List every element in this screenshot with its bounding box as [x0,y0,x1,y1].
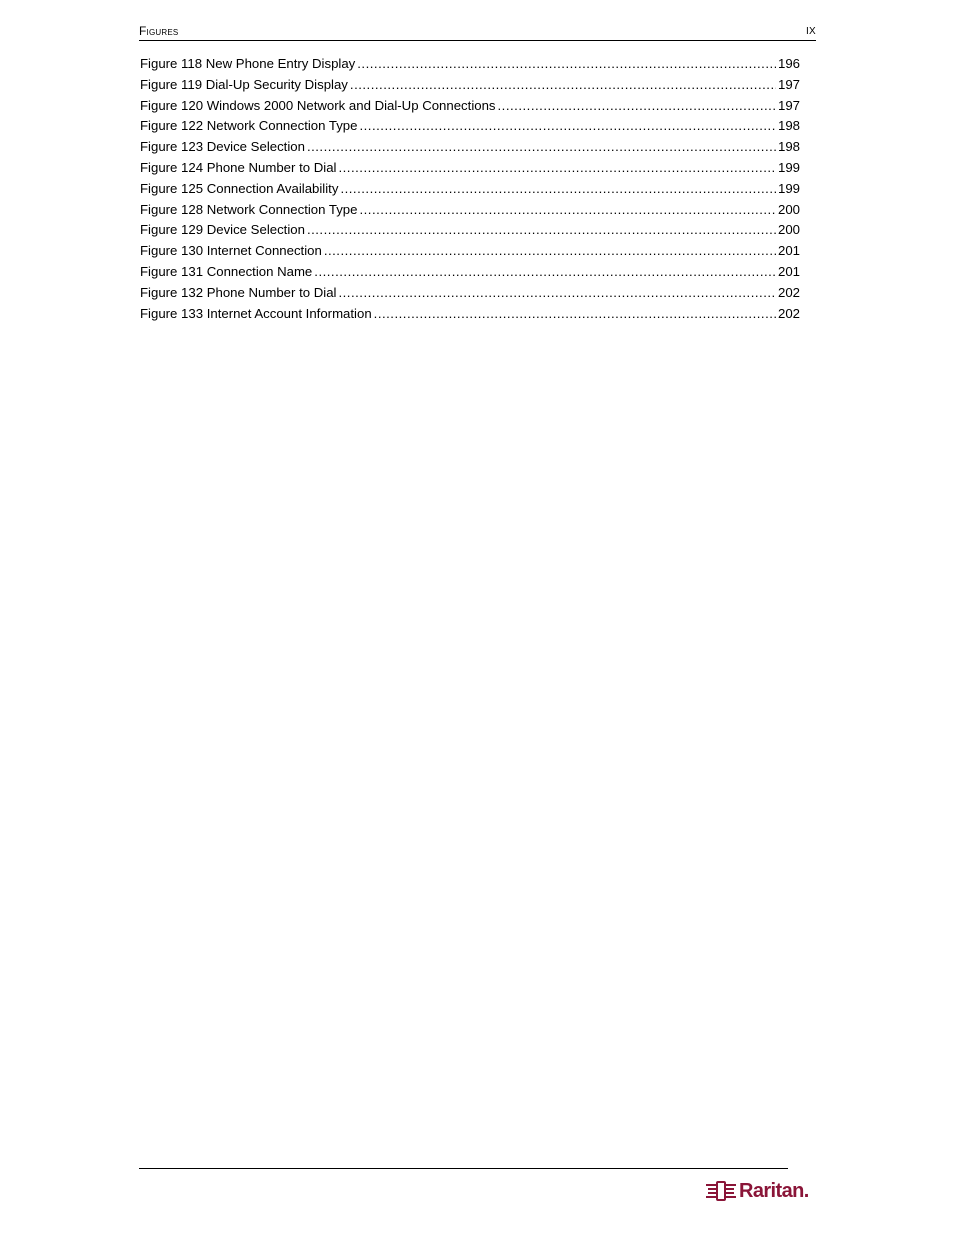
toc-entry[interactable] [140,283,800,304]
toc-dot-leader [374,304,776,325]
toc-entry-page: 201 [777,263,800,279]
raritan-logo-icon [706,1180,736,1202]
running-header-page-number: IX [805,26,816,37]
toc-entry[interactable] [140,220,800,241]
toc-dot-leader [359,200,776,221]
toc-entry-title: Figure 123 Device Selection [140,139,305,155]
toc-dot-leader [340,179,776,200]
toc-entry-page: 202 [777,305,800,321]
toc-dot-leader [350,75,776,96]
toc-entry-page: 200 [777,222,800,238]
toc-entry[interactable] [140,200,800,221]
toc-entry-page: 198 [777,118,800,134]
toc-entry-page: 197 [777,76,800,92]
toc-entry[interactable] [140,304,800,325]
toc-entry-title: Figure 130 Internet Connection [140,243,322,259]
toc-entry-title: Figure 133 Internet Account Information [140,305,372,321]
toc-entry-title: Figure 131 Connection Name [140,263,313,279]
footer-divider [139,1168,788,1169]
toc-entry[interactable] [140,137,800,158]
toc-entry-title: Figure 132 Phone Number to Dial [140,284,337,300]
toc-entry-title: Figure 129 Device Selection [140,222,305,238]
toc-entry-page: 197 [777,97,800,113]
toc-entry-page: 199 [777,180,800,196]
toc-entry[interactable] [140,241,800,262]
toc-entry-title: Figure 124 Phone Number to Dial [140,159,337,175]
toc-entry-title: Figure 120 Windows 2000 Network and Dial-Up Connections [140,97,496,113]
toc-dot-leader [314,262,776,283]
toc-entry-page: 196 [777,56,800,71]
toc-entry-page: 201 [777,243,800,259]
toc-dot-leader [338,283,776,304]
toc-entry-page: 199 [777,159,800,175]
toc-entry[interactable] [140,262,800,283]
toc-entry-page: 198 [777,139,800,155]
toc-entry[interactable] [140,75,800,96]
toc-entry[interactable] [140,54,800,75]
toc-entry-title: Figure 118 New Phone Entry Display [140,56,356,71]
toc-entry-title: Figure 128 Network Connection Type [140,201,358,217]
toc-dot-leader [307,137,776,158]
page-header [139,22,816,41]
list-of-figures [140,54,800,324]
toc-entry[interactable] [140,158,800,179]
toc-entry[interactable] [140,179,800,200]
toc-dot-leader [498,96,776,117]
toc-dot-leader [338,158,776,179]
toc-dot-leader [357,54,776,75]
toc-entry-page: 202 [777,284,800,300]
raritan-logo-wordmark: Raritan. [739,1179,809,1202]
toc-dot-leader [324,241,776,262]
toc-entry-page: 200 [777,201,800,217]
toc-entry[interactable] [140,116,800,137]
toc-dot-leader [307,220,776,241]
running-header-section: Figures [139,24,179,38]
toc-dot-leader [359,116,776,137]
raritan-logo [706,1178,809,1204]
toc-entry-title: Figure 119 Dial-Up Security Display [140,76,348,92]
toc-entry[interactable] [140,96,800,117]
toc-entry-title: Figure 122 Network Connection Type [140,118,358,134]
toc-entry-title: Figure 125 Connection Availability [140,180,339,196]
